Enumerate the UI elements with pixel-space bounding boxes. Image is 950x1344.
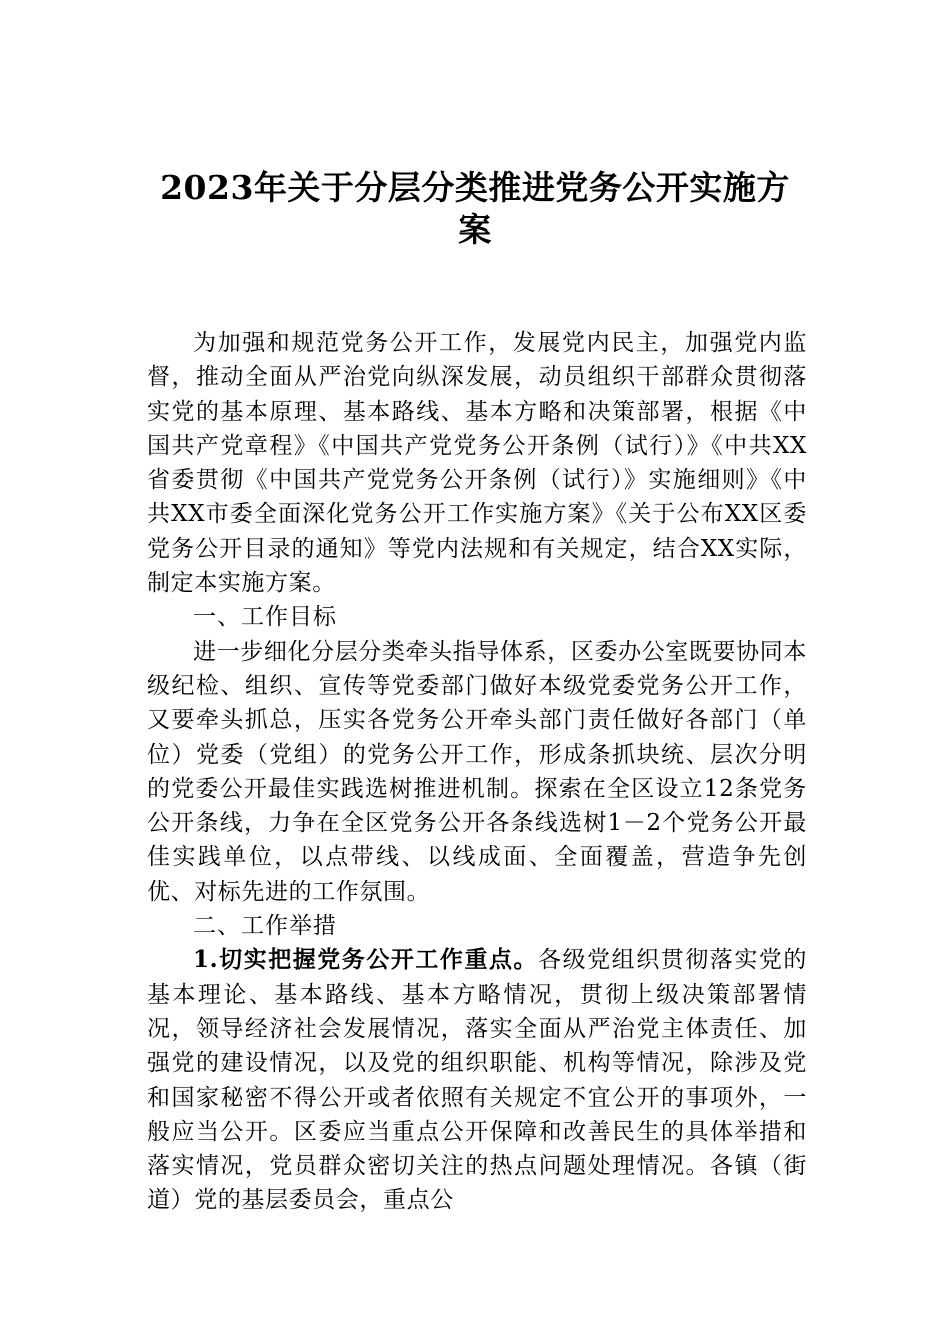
section-heading-measures: 二、工作举措 [193, 913, 337, 940]
goals-paragraph: 进一步细化分层分类牵头指导体系，区委办公室既要协同本级纪检、组织、宣传等党委部门做好本级党委党务公开工作，又要牵头抓总，压实各党务公开牵头部门责任做好各部门（单位）党委（党组）的党务公开工作，形成条抓块统、层次分明的党委公开最佳实践选树推进机制。探索在全区设立12条党务公开条线，力争在全区党务公开各条线选树1－2个党务公开最佳实践单位，以点带线、以线成面、全面覆盖，营造争先创优、对标先进的工作氛围。 [147, 638, 807, 905]
document-body [147, 326, 807, 1218]
document-title-line-1: 2023年关于分层分类推进党务公开实施方 [160, 168, 790, 207]
measure-item-1-lead: 1.切实把握党务公开工作重点。 [193, 946, 539, 974]
intro-paragraph: 为加强和规范党务公开工作，发展党内民主，加强党内监督，推动全面从严治党向纵深发展，动员组织干部群众贯彻落实党的基本原理、基本路线、基本方略和决策部署，根据《中国共产党章程》《中国共产党党务公开条例（试行）》《中共XX省委贯彻《中国共产党党务公开条例（试行）》实施细则》《中共XX市委全面深化党务公开工作实施方案》《关于公布XX区委党务公开目录的通知》等党内法规和有关规定，结合XX实际，制定本实施方案。 [147, 330, 807, 597]
document-title-line-2: 案 [458, 210, 492, 249]
section-heading-goals: 一、工作目标 [193, 604, 337, 631]
measure-item-1 [147, 943, 807, 1217]
measure-item-1-text: 各级党组织贯彻落实党的基本理论、基本路线、基本方略情况，贯彻上级决策部署情况，领导经济社会发展情况，落实全面从严治党主体责任、加强党的建设情况，以及党的组织职能、机构等情况，除涉及党和国家秘密不得公开或者依照有关规定不宜公开的事项外，一般应当公开。区委应当重点公开保障和改善民生的具体举措和落实情况，党员群众密切关注的热点问题处理情况。各镇（街道）党的基层委员会，重点公 [147, 947, 808, 1214]
